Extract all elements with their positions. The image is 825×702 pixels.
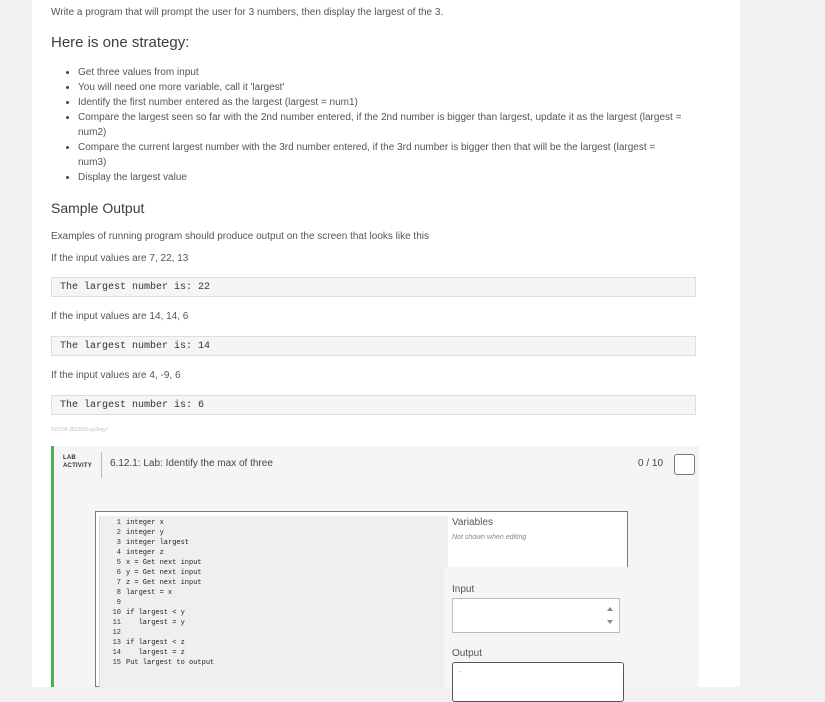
- lab-title: 6.12.1: Lab: Identify the max of three: [110, 458, 273, 469]
- code-editor[interactable]: [99, 516, 448, 688]
- variables-note: Not shown when editing: [452, 534, 527, 541]
- line-number: 9: [116, 599, 121, 607]
- code-line: [100, 628, 214, 638]
- code-line: [100, 638, 214, 648]
- code-text: y = Get next input: [126, 569, 202, 577]
- code-lines: [100, 518, 214, 668]
- content-page: [32, 0, 740, 687]
- strategy-heading: Here is one strategy:: [51, 34, 190, 51]
- lab-badge-line1: LAB: [63, 455, 76, 461]
- example-input-text: If the input values are 7, 22, 13: [51, 253, 189, 264]
- code-text: integer largest: [126, 539, 190, 547]
- output-label: Output: [452, 648, 483, 659]
- lab-activity-badge: [63, 454, 92, 470]
- code-text: largest = x: [126, 589, 173, 597]
- program-input-field[interactable]: [452, 598, 620, 633]
- input-label: Input: [452, 584, 475, 595]
- code-line: [100, 588, 214, 598]
- line-number: 4: [116, 549, 121, 557]
- code-line: [100, 538, 214, 548]
- line-number: 14: [112, 649, 121, 657]
- line-number: 3: [116, 539, 121, 547]
- code-text: x = Get next input: [126, 559, 202, 567]
- line-number: 15: [112, 659, 121, 667]
- code-text: largest = y: [126, 619, 185, 627]
- sample-intro-text: Examples of running program should produce output on the screen that looks like this: [51, 231, 429, 242]
- content-id: 510734.3832590.qx3zqy7: [51, 427, 109, 433]
- code-line: [100, 598, 214, 608]
- code-text: largest = z: [126, 649, 185, 657]
- code-text: Put largest to output: [126, 659, 215, 667]
- code-text: integer z: [126, 549, 164, 557]
- line-number: 1: [116, 519, 121, 527]
- completion-check-icon: [674, 454, 695, 475]
- variables-label: Variables: [452, 517, 493, 528]
- code-line: [100, 558, 214, 568]
- line-number: 6: [116, 569, 121, 577]
- strategy-item: You will need one more variable, call it 'largest': [66, 80, 686, 95]
- code-line: [100, 518, 214, 528]
- strategy-item: Identify the first number entered as the largest (largest = num1): [66, 95, 686, 110]
- intro-text: Write a program that will prompt the user for 3 numbers, then display the largest of the 3.: [51, 7, 444, 18]
- strategy-item: Compare the current largest number with the 3rd number entered, if the 3rd number is bigger then that will be the largest (largest = num3): [66, 140, 686, 170]
- lab-badge-line2: ACTIVITY: [63, 463, 92, 469]
- code-text: integer y: [126, 529, 164, 537]
- code-line: [100, 568, 214, 578]
- right-gutter: [740, 0, 825, 687]
- scroll-down-icon[interactable]: [607, 620, 613, 624]
- lab-activity-panel: [51, 446, 699, 687]
- code-line: [100, 608, 214, 618]
- example-output-block: The largest number is: 14: [51, 336, 696, 356]
- code-line: [100, 578, 214, 588]
- example-output-block: The largest number is: 6: [51, 395, 696, 415]
- line-number: 5: [116, 559, 121, 567]
- example-input-text: If the input values are 4, -9, 6: [51, 370, 181, 381]
- code-line: [100, 648, 214, 658]
- line-number: 10: [112, 609, 121, 617]
- code-text: z = Get next input: [126, 579, 202, 587]
- line-number: 8: [116, 589, 121, 597]
- strategy-list: [66, 65, 686, 185]
- code-text: if largest < y: [126, 609, 185, 617]
- strategy-item: Compare the largest seen so far with the 2nd number entered, if the 2nd number is bigger than largest, update it as the largest (largest = num2): [66, 110, 686, 140]
- code-line: [100, 528, 214, 538]
- line-number: 11: [112, 619, 121, 627]
- code-line: [100, 548, 214, 558]
- line-number: 2: [116, 529, 121, 537]
- output-placeholder: -: [459, 667, 462, 676]
- scroll-up-icon[interactable]: [607, 607, 613, 611]
- strategy-item: Display the largest value: [66, 170, 686, 185]
- strategy-item: Get three values from input: [66, 65, 686, 80]
- lab-divider: [101, 452, 102, 478]
- sample-output-heading: Sample Output: [51, 200, 145, 216]
- lab-score: 0 / 10: [638, 458, 664, 469]
- line-number: 7: [116, 579, 121, 587]
- coral-ide: [95, 511, 628, 687]
- code-line: [100, 658, 214, 668]
- example-input-text: If the input values are 14, 14, 6: [51, 311, 189, 322]
- line-number: 13: [112, 639, 121, 647]
- code-line: [100, 618, 214, 628]
- program-output-box: [452, 662, 624, 702]
- example-output-block: The largest number is: 22: [51, 277, 696, 297]
- code-text: if largest < z: [126, 639, 185, 647]
- line-number: 12: [112, 629, 121, 637]
- code-text: integer x: [126, 519, 164, 527]
